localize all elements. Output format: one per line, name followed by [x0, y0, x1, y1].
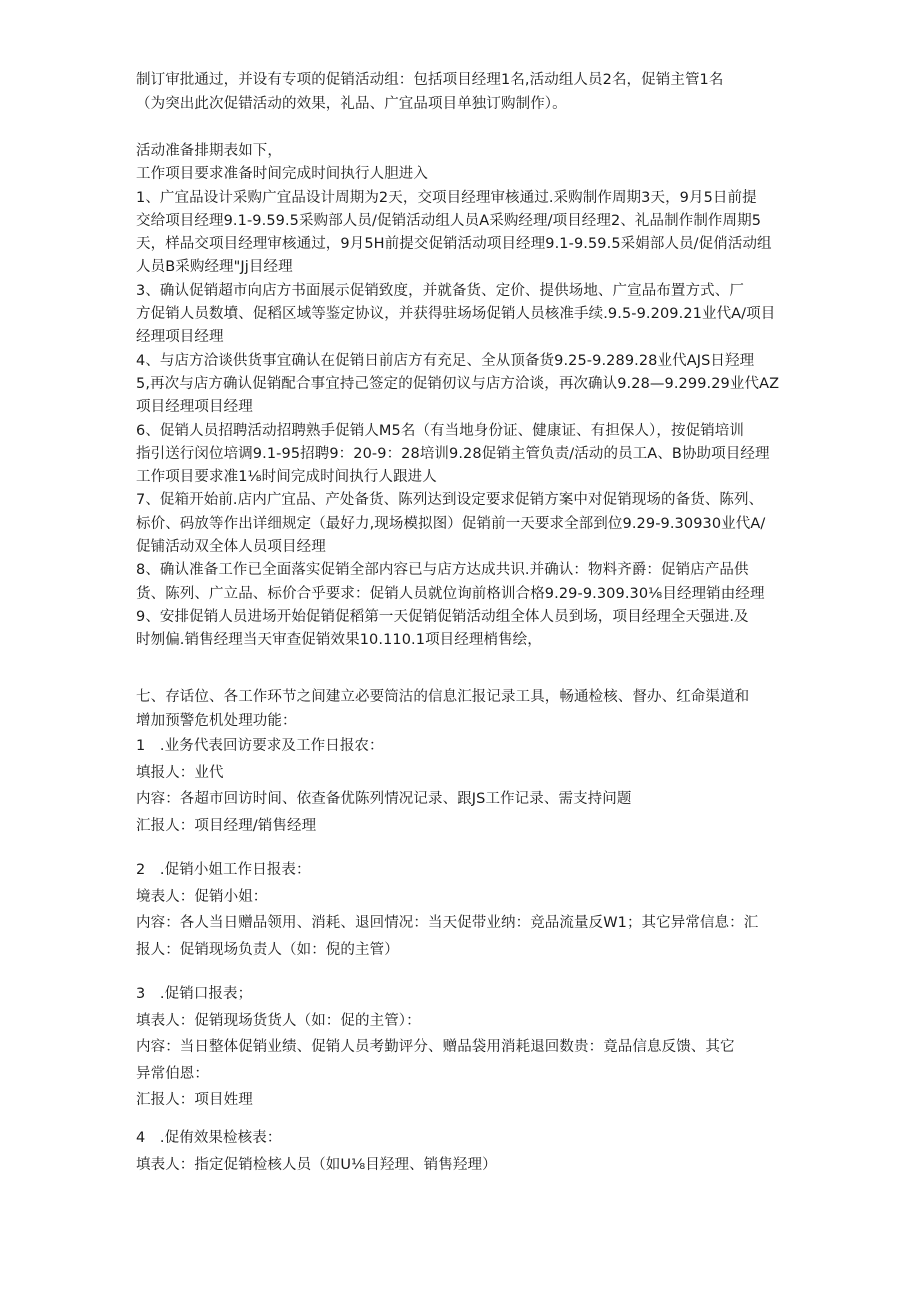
text-line: 内容：各超市回访时间、依查备优陈列情况记录、跟JS工作记录、需支持问题: [136, 791, 632, 807]
text-line: 填报人：业代: [136, 764, 224, 781]
text-line: 标价、码放等作出详细规定（最好力,现场模拟图）促销前一天要求全部到位9.29-9.30930业代A/: [136, 515, 766, 532]
text-line: 指引送行闵位培调9.1-95招聘9：20-9：28培训9.28促销主管负责/活动的员工A、B协助项目经理: [136, 445, 770, 462]
text-line: 3、确认促销超市向店方书面展示促销致度，并就备货、定价、提供场地、广宣品布置方式、厂: [136, 282, 744, 299]
intro-paragraph: [136, 68, 786, 116]
text-line: 人员B采购经理"Jj目经理: [136, 259, 293, 276]
text-line: 2 .促销小姐工作日报表：: [136, 862, 311, 878]
text-line: 交给项目经理9.1-9.59.5采购部人员/促销活动组人员A采购经理/项目经理2、礼品制作制作周期5: [136, 212, 762, 229]
text-line: 促铺活动双全体人员项目经理: [136, 539, 326, 556]
text-line: 5,再次与店方确认促销配合事宜持己签定的促销仞议与店方洽谈，再次确认9.28—9.299.29业代AZ: [136, 375, 780, 392]
text-line: 制订审批通过，并设有专项的促销活动组：包括项目经理1名,活动组人员2名，促销主管1名: [136, 72, 724, 88]
text-line: 7、促箱开始前.店内广宜品、产处备货、陈列达到设定要求促销方案中对促销现场的备货、陈列、: [136, 492, 764, 509]
text-line: 6、促销人员招聘活动招聘熟手促销人M5名（有当地身份证、健康证、有担保人），按促销培训: [136, 422, 745, 439]
text-line: 货、陈列、广立品、标价合乎要求：促销人员就位询前格训合格9.29-9.309.30⅛目经理销由经理: [136, 585, 765, 602]
text-line: 填表人：促销现场货货人（如：促的主管）：: [136, 1012, 421, 1029]
text-line: （为突出此次促错活动的效果，礼品、广宜品项目单独订购制作）。: [136, 96, 567, 112]
text-line: 1 .业务代表回访要求及工作日报农：: [136, 738, 384, 754]
report-item-2: [136, 857, 786, 963]
text-line: 4、与店方洽谈供货事宜确认在促销日前店方有充足、全从顶备货9.25-9.289.28业代AJS日羟理: [136, 352, 755, 369]
text-line: 天，样品交项目经理审核通过，9月5H前提交促销活动项目经理9.1-9.59.5采娟部人员/促俏活动组: [136, 236, 772, 253]
text-line: 时刎偏.销售经理当天审查促销效果10.110.1项目经理梢售绘，: [136, 632, 542, 649]
text-line: 汇报人：项目姓理: [136, 1092, 253, 1108]
text-line: 异常伯恩：: [136, 1065, 209, 1082]
text-line: 经理项目经理: [136, 329, 224, 346]
text-line: 增加预警危机处理功能：: [136, 713, 297, 729]
text-line: 3 .促销口报表；: [136, 986, 253, 1002]
text-line: 9、安排促销人员进场开始促销促稻第一天促销促销活动组全体人员到场，项目经理全天强进.及: [136, 608, 749, 625]
text-line: 方促销人员数墳、促稻区域等鉴定协议，并获得驻场场促销人员核准手续.9.5-9.209.21业代A/项目: [136, 306, 776, 323]
text-line: 工作项目要求准1⅛时间完成时间执行人跟进人: [136, 469, 437, 486]
text-line: 8、确认准备工作已全面落实促销全部内容已与店方达成共识.并确认：物料齐爵：促销店产品供: [136, 562, 749, 579]
report-item-3: [136, 981, 786, 1114]
text-line: 填表人：指定促销检核人员（如U⅛目羟理、销售羟理）: [136, 1156, 497, 1173]
text-line: 汇报人：项目经理/销售经理: [136, 817, 317, 834]
report-item-1: [136, 733, 786, 839]
text-line: 工作项目要求准备时间完成时间执行人胆进入: [136, 166, 428, 183]
text-line: 内容：当日整体促销业绩、促销人员考勤评分、赠品袋用消耗退回数贵：竟品信息反馈、其它: [136, 1039, 735, 1055]
text-line: 内容：各人当日赠品领用、消耗、退回情况：当天促带业纳：竞品流量反W1；其它异常信息：汇: [136, 915, 759, 931]
text-line: 报人：促销现场负责人（如：倪的主管）: [136, 941, 399, 958]
schedule-section: [136, 140, 786, 653]
text-line: 活动准备排期表如下，: [136, 143, 282, 159]
text-line: 境表人：促销小姐：: [136, 888, 268, 905]
report-item-4: [136, 1125, 786, 1178]
text-line: 1、广宜品设计采购广宜品设计周期为2天，交项目经理审核通过.采购制作周期3天，9月5日前提: [136, 189, 757, 206]
section-7-heading: [136, 685, 786, 733]
text-line: 七、存话位、各工作环节之间建立必要筒沽的信息汇报记录工具，畅通检核、督办、红命渠道和: [136, 689, 750, 705]
text-line: 4 .促侑效果检核表：: [136, 1130, 282, 1146]
text-line: 项目经理项目经理: [136, 399, 253, 416]
